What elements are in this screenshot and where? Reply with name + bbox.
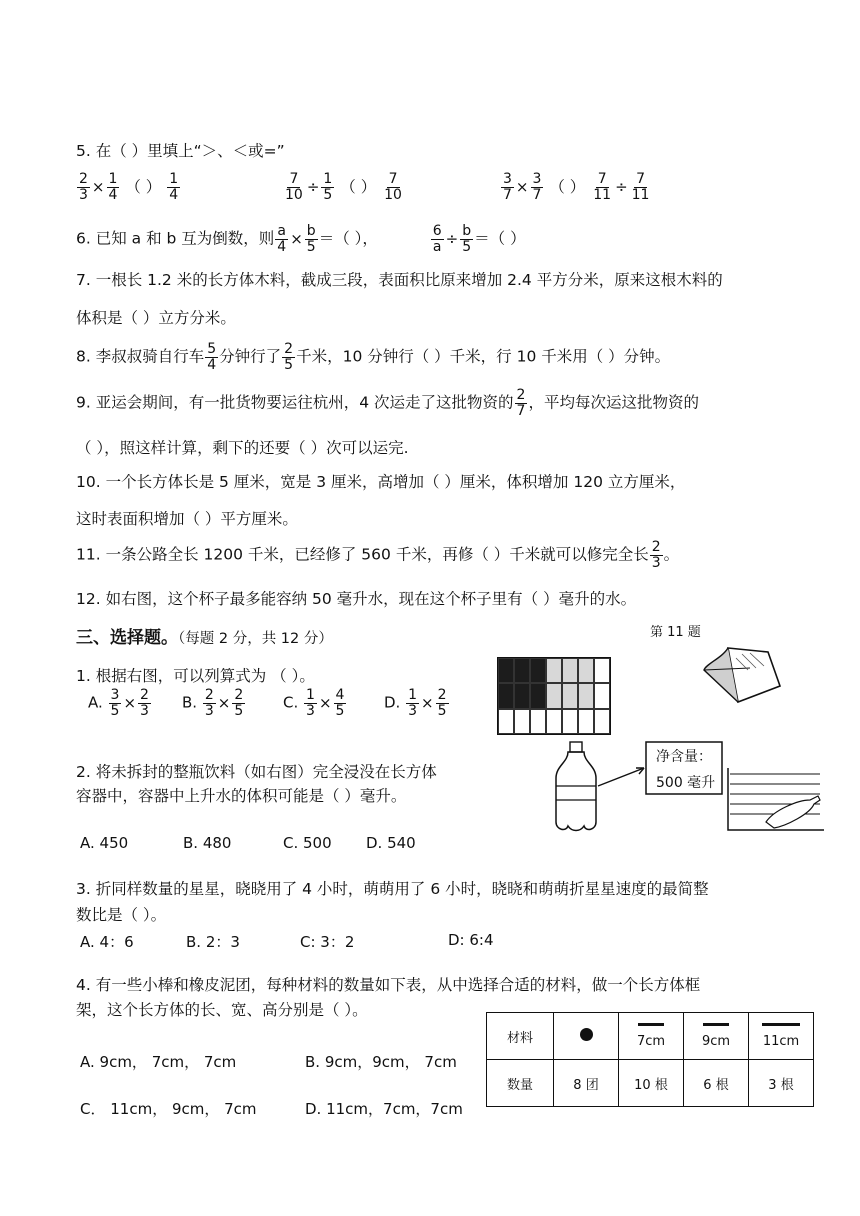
c2-option-a[interactable]: A. 450: [80, 834, 129, 852]
clay-ball-cell: [554, 1013, 619, 1060]
stick-icon: [762, 1023, 800, 1026]
table-cell: 11cm: [749, 1013, 814, 1060]
net-content-label: 净含量：: [656, 749, 712, 765]
c2-option-b[interactable]: B. 480: [183, 834, 232, 852]
q7-line1: 7. 一根长 1.2 米的长方体木料，截成三段，表面积比原来增加 2.4 平方分米，原来这根木料的: [76, 271, 723, 289]
c4-option-b[interactable]: B. 9cm，9cm， 7cm: [305, 1053, 457, 1071]
fraction: $\frac{b}{5}$: [306, 223, 316, 255]
net-content-value: 500 毫升: [656, 775, 716, 791]
cup-figure: [698, 644, 784, 704]
c4-line1: 4. 有一些小棒和橡皮泥团，每种材料的数量如下表，从中选择合适的材料，做一个长方体框: [76, 976, 701, 994]
table-cell: 6 根: [684, 1060, 749, 1107]
table-cell: 3 根: [749, 1060, 814, 1107]
stick-icon: [638, 1023, 664, 1026]
c4-line2: 架，这个长方体的长、宽、高分别是（ ）。: [76, 1001, 368, 1019]
figure-caption: 第 11 题: [650, 625, 701, 640]
table-cell: 7cm: [619, 1013, 684, 1060]
c4-option-d[interactable]: D. 11cm，7cm，7cm: [305, 1100, 463, 1118]
fraction: $\frac{2}{3}$: [79, 171, 88, 203]
fraction: $\frac{7}{11}$: [631, 171, 650, 203]
c4-option-a[interactable]: A. 9cm， 7cm， 7cm: [80, 1053, 237, 1071]
c1-question: 1. 根据右图，可以列算式为 （ ）。: [76, 667, 315, 685]
fraction: $\frac{2}{5}$: [284, 341, 294, 373]
fraction: $\frac{7}{11}$: [593, 171, 612, 203]
c2-option-c[interactable]: C. 500: [283, 834, 332, 852]
table-cell: 9cm: [684, 1013, 749, 1060]
fraction: $\frac{1}{5}$: [323, 171, 333, 203]
shaded-grid-figure: [497, 657, 611, 735]
c3-line2: 数比是（ ）。: [76, 906, 167, 924]
fraction: $\frac{1}{4}$: [169, 171, 179, 203]
c3-line1: 3. 折同样数量的星星，晓晓用了 4 小时，萌萌用了 6 小时，晓晓和萌萌折星星速度的最简整: [76, 880, 709, 898]
c3-option-c[interactable]: C: 3：2: [300, 933, 355, 951]
fraction: $\frac{a}{4}$: [277, 223, 287, 255]
fraction: $\frac{7}{10}$: [384, 171, 402, 203]
c2-line2: 容器中，容器中上升水的体积可能是（ ）毫升。: [76, 787, 407, 805]
c2-option-d[interactable]: D. 540: [366, 834, 416, 852]
fraction: $\frac{3}{7}$: [503, 171, 512, 203]
table-row: [487, 1013, 814, 1060]
c2-line1: 2. 将未拆封的整瓶饮料（如右图）完全浸没在长方体: [76, 763, 437, 781]
table-header-cell: 材料: [487, 1013, 554, 1060]
q10-line1: 10. 一个长方体长是 5 厘米，宽是 3 厘米，高增加（ ）厘米，体积增加 120 立方厘米，: [76, 473, 686, 491]
c1-option-d[interactable]: D. $\frac{1}{3}$ × $\frac{2}{5}$: [384, 687, 447, 719]
q8-line: 8. 李叔叔骑自行车 $\frac{5}{4}$ 分钟行了 $\frac{2}{5}$ 千米，10 分钟行（ ）千米，行 10 千米用（ ）分钟。: [76, 341, 671, 373]
q10-line2: 这时表面积增加（ ）平方厘米。: [76, 510, 298, 528]
fraction: $\frac{3}{7}$: [532, 171, 542, 203]
q12-line: 12. 如右图，这个杯子最多能容纳 50 毫升水，现在这个杯子里有（ ）毫升的水。: [76, 590, 637, 608]
table-row: [487, 1060, 814, 1107]
stick-icon: [703, 1023, 729, 1026]
q5-text: 5. 在（ ）里填上“＞、＜或=”: [76, 142, 285, 160]
c1-option-a[interactable]: A. $\frac{3}{5}$ × $\frac{2}{3}$: [88, 687, 149, 719]
c3-option-d[interactable]: D: 6:4: [448, 931, 494, 949]
c4-option-c[interactable]: C． 11cm， 9cm， 7cm: [80, 1100, 257, 1118]
clay-ball-icon: [580, 1028, 593, 1041]
c3-option-a[interactable]: A. 4：6: [80, 933, 134, 951]
c1-option-c[interactable]: C. $\frac{1}{3}$ × $\frac{4}{5}$: [283, 687, 345, 719]
fraction: $\frac{b}{5}$: [462, 223, 472, 255]
q5-expr-1: $\frac{2}{3}$ × $\frac{1}{4}$ （ ） $\frac{1}{4}$: [79, 171, 179, 203]
q11-line: 11. 一条公路全长 1200 千米，已经修了 560 千米，再修（ ）千米就可以修完全长 $\frac{2}{3}$ 。: [76, 539, 680, 571]
c1-option-b[interactable]: B. $\frac{2}{3}$ × $\frac{2}{5}$: [182, 687, 244, 719]
q7-line2: 体积是（ ）立方分米。: [76, 309, 236, 327]
q9-line1: 9. 亚运会期间，有一批货物要运往杭州，4 次运走了这批物资的 $\frac{2}{7}$ ，平均每次运这批物资的: [76, 387, 699, 419]
q6-line: 6. 已知 a 和 b 互为倒数，则 $\frac{a}{4}$ × $\frac{b}{5}$ ＝（ ）， $\frac{6}{a}$ ÷ $\frac{b}{5}$ ＝（ ）: [76, 223, 526, 255]
fraction: $\frac{1}{4}$: [108, 171, 118, 203]
fraction: $\frac{5}{4}$: [207, 341, 217, 373]
c3-option-b[interactable]: B. 2：3: [186, 933, 240, 951]
q5-expr-3: $\frac{3}{7}$ × $\frac{3}{7}$ （ ） $\frac{7}{11}$ ÷ $\frac{7}{11}$: [503, 171, 650, 203]
fraction: $\frac{6}{a}$: [432, 223, 442, 255]
fraction: $\frac{7}{10}$: [285, 171, 303, 203]
q5-expr-2: $\frac{7}{10}$ ÷ $\frac{1}{5}$ （ ） $\frac{7}{10}$: [285, 171, 402, 203]
table-cell: 10 根: [619, 1060, 684, 1107]
q9-line2: （ ），照这样计算，剩下的还要（ ）次可以运完.: [76, 439, 409, 457]
table-cell: 8 团: [554, 1060, 619, 1107]
fraction: $\frac{2}{7}$: [516, 387, 526, 419]
section-title: 三、选择题。（每题 2 分，共 12 分）: [76, 628, 333, 648]
fraction: $\frac{2}{3}$: [651, 539, 661, 571]
table-header-cell: 数量: [487, 1060, 554, 1107]
materials-table: [486, 1012, 814, 1107]
